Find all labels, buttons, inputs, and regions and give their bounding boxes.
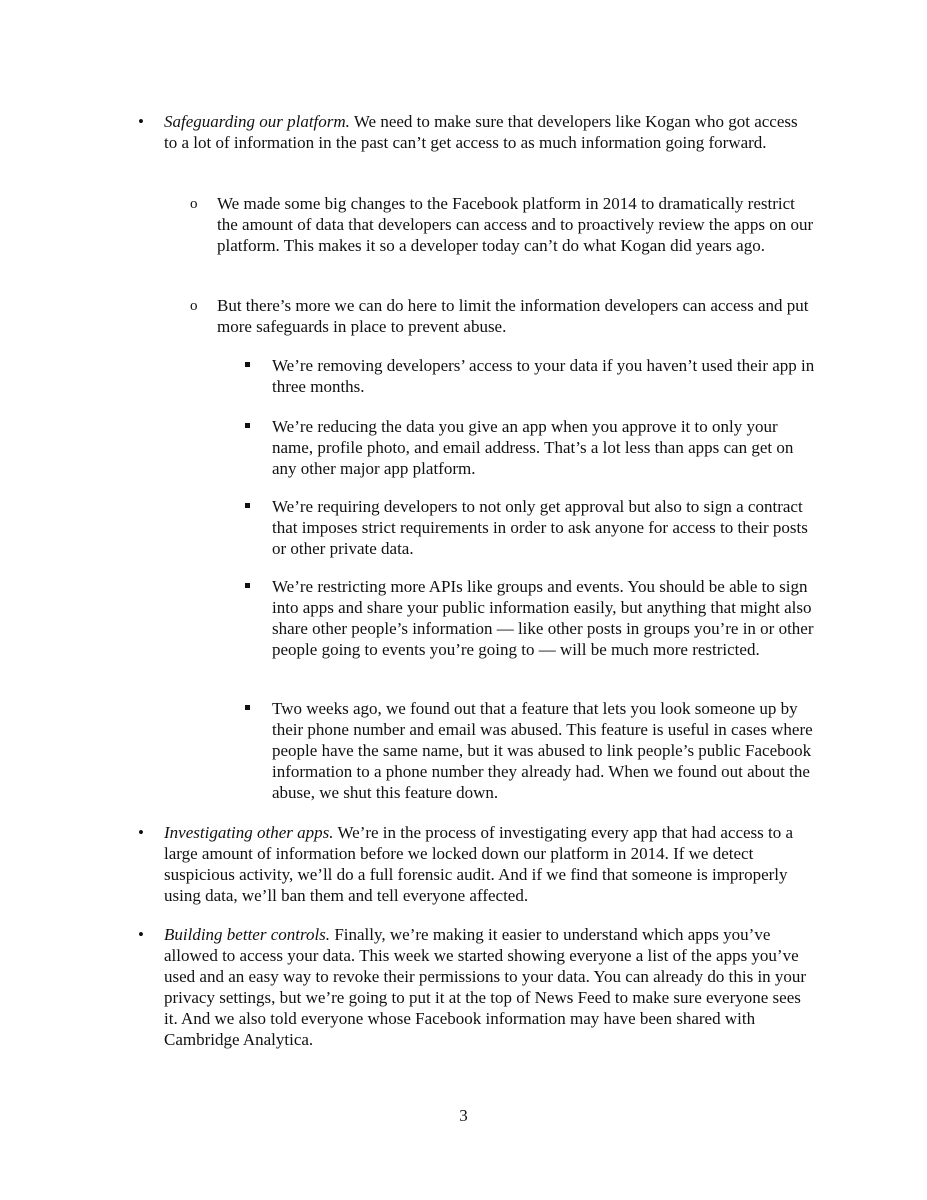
bullet-safeguarding	[138, 111, 814, 153]
sub-sub-bullet-text: We’re requiring developers to not only get approval but also to sign a contract that imposes strict requirements in order to ask anyone for access to their posts or other private data.	[272, 497, 808, 558]
square-bullet-marker	[245, 705, 250, 710]
square-bullet-marker	[245, 423, 250, 428]
sub-bullet-text: We made some big changes to the Facebook platform in 2014 to dramatically restrict the amount of data that developers can access and to proactively review the apps on our platform. This makes it so a developer today can’t do what Kogan did years ago.	[217, 194, 814, 255]
bullet-lead: Building better controls.	[164, 925, 331, 944]
bullet-marker: •	[138, 823, 144, 842]
bullet-body: We’re in the process of investigating every app that had access to a large amount of information before we locked down our platform in 2014. If we detect suspicious activity, we’ll do a full forensic audit. And if we find that someone is improperly using data, we’ll ban them and tell everyone affected.	[164, 823, 794, 905]
sub-sub-bullet-text: We’re removing developers’ access to your data if you haven’t used their app in three months.	[272, 356, 815, 396]
bullet-lead: Investigating other apps.	[164, 823, 334, 842]
bullet-marker: •	[138, 112, 144, 131]
sub-bullet-marker: o	[190, 298, 198, 314]
sub-sub-bullet-text: Two weeks ago, we found out that a feature that lets you look someone up by their phone number and email was abused. This feature is useful in cases where people have the same name, but it was abused to link people’s public Facebook information to a phone number they already had. When we found out about the abuse, we shut this feature down.	[272, 699, 813, 802]
sub-bullet-text: But there’s more we can do here to limit the information developers can access and put more safeguards in place to prevent abuse.	[217, 296, 809, 336]
bullet-body: Finally, we’re making it easier to understand which apps you’ve allowed to access your data. This week we started showing everyone a list of the apps you’ve used and an easy way to revoke their permissions to your data. You can already do this in your privacy settings, but we’re going to put it at the top of News Feed to make sure everyone sees it. And we also told everyone whose Facebook information may have been shared with Cambridge Analytica.	[164, 925, 807, 1049]
sub-sub-bullet-text: We’re reducing the data you give an app when you approve it to only your name, profile photo, and email address. That’s a lot less than apps can get on any other major app platform.	[272, 417, 794, 478]
bullet-investigating	[138, 822, 814, 906]
sub-bullet-changes-2014	[190, 193, 817, 256]
sub-sub-bullet-requiring-contract	[272, 496, 817, 559]
bullet-controls	[138, 924, 814, 1050]
sub-sub-bullet-reducing-data	[272, 416, 817, 479]
sub-bullet-marker: o	[190, 196, 198, 212]
bullet-marker: •	[138, 925, 144, 944]
square-bullet-marker	[245, 362, 250, 367]
page-number: 3	[459, 1106, 468, 1125]
square-bullet-marker	[245, 503, 250, 508]
square-bullet-marker	[245, 583, 250, 588]
bullet-text	[164, 924, 814, 1050]
bullet-body: We need to make sure that developers like Kogan who got access to a lot of information in the past can’t get access to as much information going forward.	[164, 112, 798, 152]
sub-sub-bullet-restricting-apis	[272, 576, 817, 660]
sub-sub-bullet-phone-lookup	[272, 698, 817, 803]
sub-sub-bullet-removing-access	[272, 355, 817, 397]
sub-bullet-more-we-can-do	[190, 295, 817, 337]
sub-sub-bullet-text: We’re restricting more APIs like groups and events. You should be able to sign into apps and share your public information easily, but anything that might also share other people’s information — like other posts in groups you’re in or other people going to events you’re going to — will be much more restricted.	[272, 577, 814, 659]
bullet-text	[164, 111, 814, 153]
bullet-lead: Safeguarding our platform.	[164, 112, 350, 131]
bullet-text	[164, 822, 814, 906]
